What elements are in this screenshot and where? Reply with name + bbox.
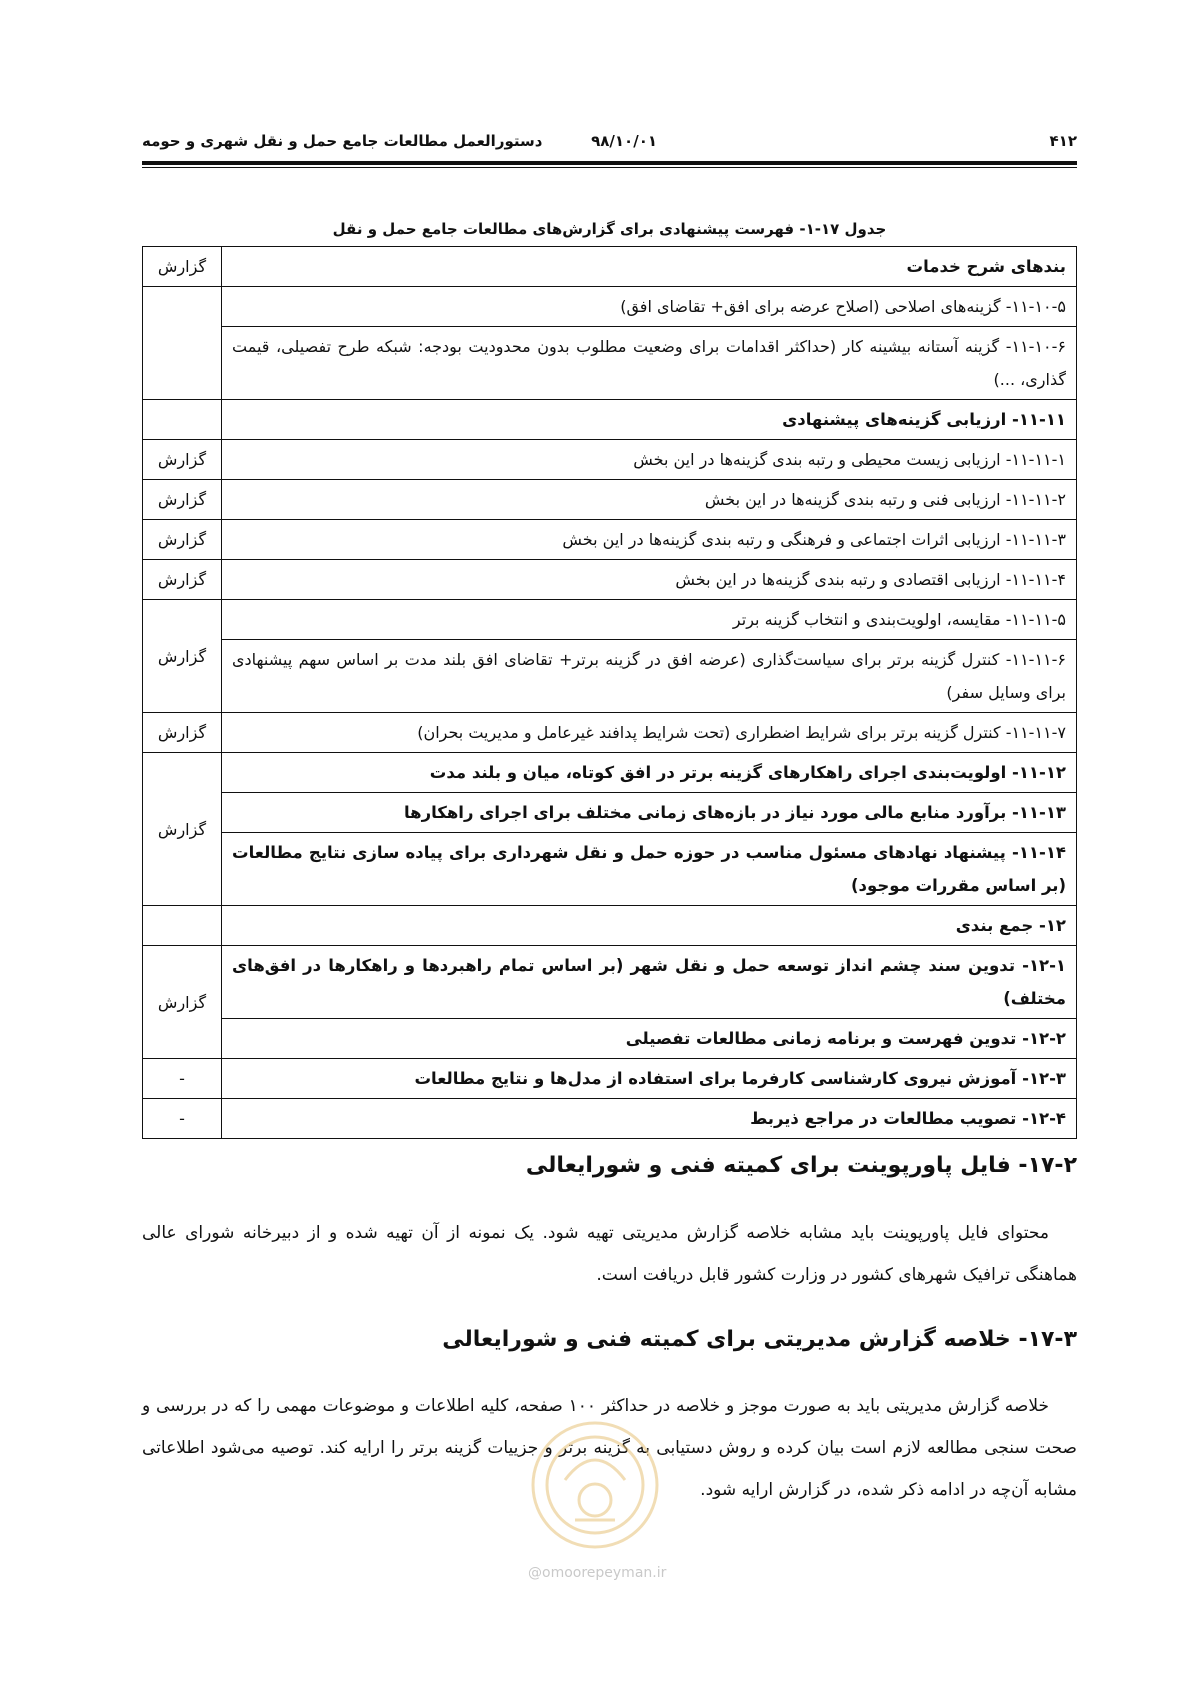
table-cell-desc: ۱۲-۳- آموزش نیروی کارشناسی کارفرما برای استفاده از مدل‌ها و نتایج مطالعات [222, 1059, 1077, 1099]
table-row [143, 906, 1077, 946]
table-row [143, 287, 1077, 327]
table-row [143, 1019, 1077, 1059]
table-cell-desc: ۱۱-۱۳- برآورد منابع مالی مورد نیاز در بازه‌های زمانی مختلف برای اجرای راهکارها [222, 793, 1077, 833]
table-cell-desc: ۱۱-۱۱-۴- ارزیابی اقتصادی و رتبه بندی گزینه‌ها در این بخش [222, 560, 1077, 600]
header-title: دستورالعمل مطالعات جامع حمل و نقل شهری و حومه [142, 132, 543, 150]
table-cell-report: گزارش [143, 480, 222, 520]
table-cell-report: گزارش [143, 600, 222, 713]
table-row [143, 440, 1077, 480]
table-row [143, 520, 1077, 560]
watermark-text: @omoorepeyman.ir [528, 1565, 667, 1581]
table-cell-desc: ۱۱-۱۲- اولویت‌بندی اجرای راهکارهای گزینه برتر در افق کوتاه، میان و بلند مدت [222, 753, 1077, 793]
watermark-seal-icon [520, 1410, 670, 1560]
table-cell-report: گزارش [143, 560, 222, 600]
section-heading: ۱۷-۲- فایل پاورپوینت برای کمیته فنی و شورایعالی [525, 1153, 1077, 1178]
table-row [143, 713, 1077, 753]
section-heading: ۱۷-۳- خلاصه گزارش مدیریتی برای کمیته فنی و شورایعالی [442, 1327, 1077, 1352]
table-cell-report [143, 287, 222, 400]
table-cell-desc: ۱۱-۱۱-۶- کنترل گزینه برتر برای سیاست‌گذاری (عرضه افق در گزینه برتر+ تقاضای افق بلند مدت بر اساس سهم پیشنهادی برای وسایل سفر) [222, 640, 1077, 713]
table-cell-desc: ۱۱-۱۰-۵- گزینه‌های اصلاحی (اصلاح عرضه برای افق+ تقاضای افق) [222, 287, 1077, 327]
table-cell-report: گزارش [143, 520, 222, 560]
page-number: ۴۱۲ [1049, 132, 1077, 150]
services-table [142, 246, 1077, 1139]
table-cell-desc: ۱۲- جمع بندی [222, 906, 1077, 946]
table-row [143, 1099, 1077, 1139]
header-rule [142, 161, 1077, 165]
table-cell-report: گزارش [143, 713, 222, 753]
table-header-report: گزارش [143, 247, 222, 287]
table-cell-desc: ۱۲-۱- تدوین سند چشم انداز توسعه حمل و نقل شهر (بر اساس تمام راهبردها و راهکارها در افق‌های مختلف) [222, 946, 1077, 1019]
table-cell-desc: ۱۱-۱۱- ارزیابی گزینه‌های پیشنهادی [222, 400, 1077, 440]
table-cell-desc: ۱۱-۱۰-۶- گزینه آستانه بیشینه کار (حداکثر اقدامات برای وضعیت مطلوب بدون محدودیت بودجه: شبکه طرح تفصیلی، قیمت گذاری، ...) [222, 327, 1077, 400]
table-row [143, 793, 1077, 833]
page-header [142, 128, 1077, 154]
table-row [143, 946, 1077, 1019]
table-cell-report: گزارش [143, 946, 222, 1059]
table-cell-report [143, 906, 222, 946]
table-row [143, 753, 1077, 793]
table-cell-desc: ۱۱-۱۱-۱- ارزیابی زیست محیطی و رتبه بندی گزینه‌ها در این بخش [222, 440, 1077, 480]
table-cell-desc: ۱۱-۱۴- پیشنهاد نهادهای مسئول مناسب در حوزه حمل و نقل شهرداری برای پیاده سازی نتایج مطالعات (بر اساس مقررات موجود) [222, 833, 1077, 906]
header-date: ۹۸/۱۰/۰۱ [591, 132, 657, 150]
table-cell-report [143, 400, 222, 440]
table-caption: جدول ۱۷-۱- فهرست پیشنهادی برای گزارش‌های مطالعات جامع حمل و نقل [332, 220, 887, 238]
table-header-row [143, 247, 1077, 287]
table-cell-desc: ۱۲-۴- تصویب مطالعات در مراجع ذیربط [222, 1099, 1077, 1139]
table-row [143, 1059, 1077, 1099]
table-cell-desc: ۱۱-۱۱-۷- کنترل گزینه برتر برای شرایط اضطراری (تحت شرایط پدافند غیرعامل و مدیریت بحران) [222, 713, 1077, 753]
table-cell-desc: ۱۱-۱۱-۳- ارزیابی اثرات اجتماعی و فرهنگی و رتبه بندی گزینه‌ها در این بخش [222, 520, 1077, 560]
table-cell-report: - [143, 1099, 222, 1139]
table-cell-report: گزارش [143, 753, 222, 906]
table-cell-desc: ۱۱-۱۱-۵- مقایسه، اولویت‌بندی و انتخاب گزینه برتر [222, 600, 1077, 640]
header-rule-thin [142, 167, 1077, 168]
table-cell-desc: ۱۱-۱۱-۲- ارزیابی فنی و رتبه بندی گزینه‌ها در این بخش [222, 480, 1077, 520]
table-row [143, 833, 1077, 906]
table-row [143, 400, 1077, 440]
section-paragraph: خلاصه گزارش مدیریتی باید به صورت موجز و خلاصه در حداکثر ۱۰۰ صفحه، کلیه اطلاعات و موضوعات مهمی را که در بررسی و صحت سنجی مطالعه لازم است بیان کرده و روش دستیابی به گزینه برتر و جزییات گزینه برتر را ارایه کند. توصیه می‌شود اطلاعاتی مشابه آن‌چه در ادامه ذکر شده، در گزارش ارایه شود. [142, 1396, 1077, 1500]
table-row [143, 327, 1077, 400]
table-cell-desc: ۱۲-۲- تدوین فهرست و برنامه زمانی مطالعات تفصیلی [222, 1019, 1077, 1059]
table-header-desc: بندهای شرح خدمات [222, 247, 1077, 287]
table-cell-report: - [143, 1059, 222, 1099]
table-row [143, 480, 1077, 520]
table-row [143, 600, 1077, 640]
section-paragraph: محتوای فایل پاورپوینت باید مشابه خلاصه گزارش مدیریتی تهیه شود. یک نمونه از آن تهیه شده و از دبیرخانه شورای عالی هماهنگی ترافیک شهرهای کشور در وزارت کشور قابل دریافت است. [142, 1223, 1077, 1285]
table-row [143, 640, 1077, 713]
table-row [143, 560, 1077, 600]
table-cell-report: گزارش [143, 440, 222, 480]
